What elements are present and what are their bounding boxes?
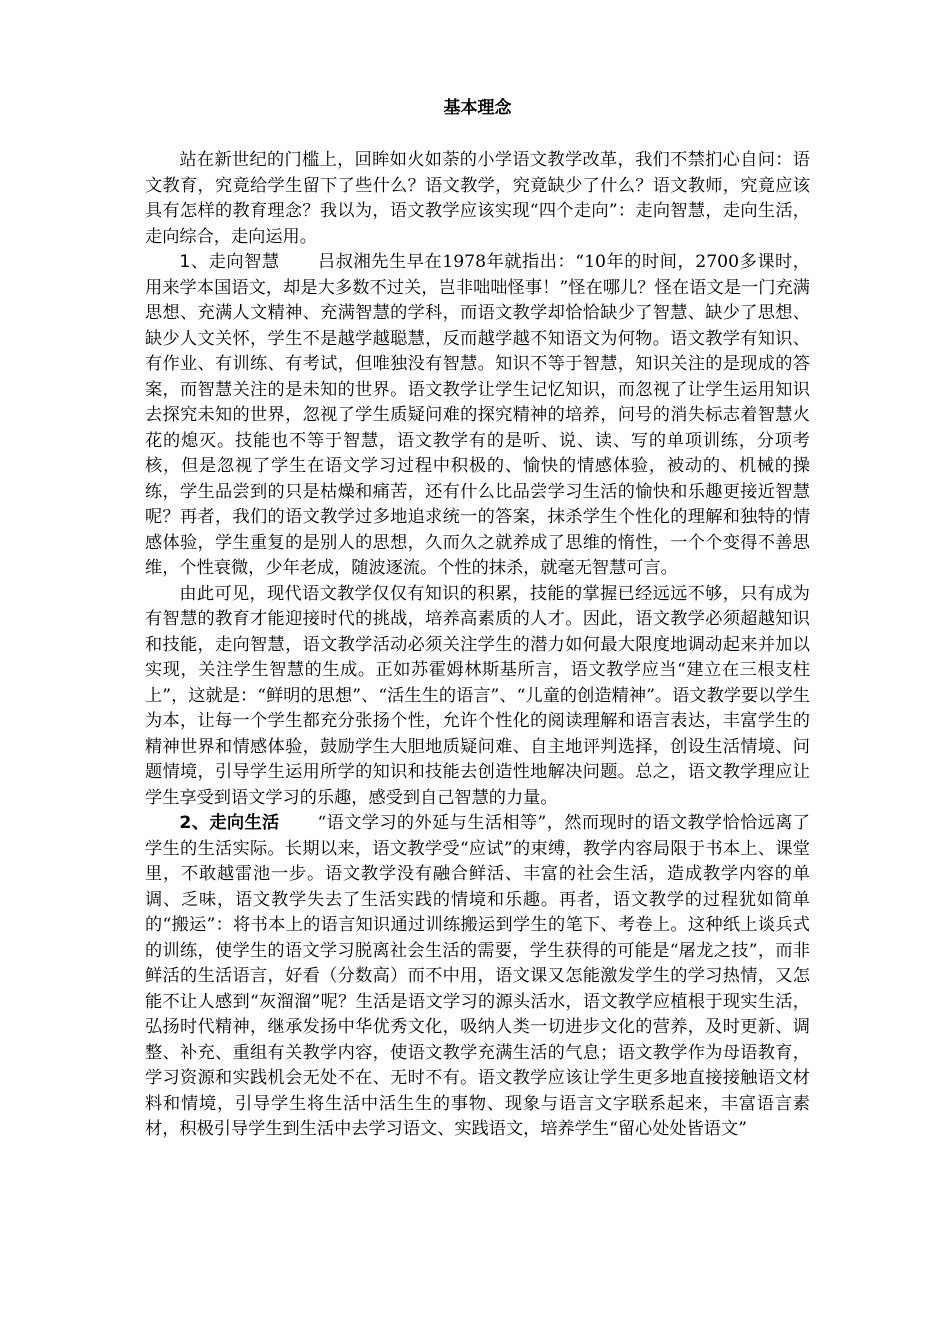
section-1-continuation-text: 由此可见，现代语文教学仅仅有知识的积累，技能的掌握已经远远不够，只有成为有智慧的教育才能迎接时代的挑战，培养高素质的人才。因此，语文教学必须超越知识和技能，走向智慧，语文教学活动必须关注学生的潜力如何最大限度地调动起来并加以实现，关注学生智慧的生成。正如苏霍姆林斯基所言，语文教学应当“建立在三根支柱上”，这就是：“鲜明的思想”、“活生生的语言”、“儿童的创造精神”。语文教学要以学生为本，让每一个学生都充分张扬个性，允许个性化的阅读理解和语言表达，丰富学生的精神世界和情感体验，鼓励学生大胆地质疑问难、自主地评判选择，创设生活情境、问题情境，引导学生运用所学的知识和技能去创造性地解决问题。总之，语文教学理应让学生享受到语文学习的乐趣，感受到自己智慧的力量。 (145, 583, 810, 808)
section-1-heading: 1、走向智慧 (179, 252, 280, 272)
intro-paragraph (145, 148, 810, 250)
section-2-paragraph (145, 811, 810, 1143)
document-page (145, 96, 810, 1143)
section-1-paragraph (145, 250, 810, 582)
section-1-continuation-paragraph (145, 582, 810, 812)
section-2-text: “语文学习的外延与生活相等”，然而现时的语文教学恰恰远离了学生的生活实际。长期以来，语文教学受“应试”的束缚，教学内容局限于书本上、课堂里，不敢越雷池一步。语文教学没有融合鲜活、丰富的社会生活，造成教学内容的单调、乏味，语文教学失去了生活实践的情境和乐趣。再者，语文教学的过程犹如简单的“搬运”：将书本上的语言知识通过训练搬运到学生的笔下、考卷上。这种纸上谈兵式的训练，使学生的语文学习脱离社会生活的需要，学生获得的可能是“屠龙之技”，而非鲜活的生活语言，好看（分数高）而不中用，语文课又怎能激发学生的学习热情，又怎能不让人感到“灰溜溜”呢？生活是语文学习的源头活水，语文教学应植根于现实生活，弘扬时代精神，继承发扬中华优秀文化，吸纳人类一切进步文化的营养，及时更新、调整、补充、重组有关教学内容，使语文教学充满生活的气息；语文教学作为母语教育，学习资源和实践机会无处不在、无时不有。语文教学应该让学生更多地直接接触语文材料和情境，引导学生将生活中活生生的事物、现象与语言文字联系起来，丰富语言素材，积极引导学生到生活中去学习语文、实践语文，培养学生“留心处处皆语文” (145, 813, 810, 1139)
intro-paragraph-text: 站在新世纪的门槛上，回眸如火如荼的小学语文教学改革，我们不禁扪心自问：语文教育，究竟给学生留下了些什么？语文教学，究竟缺少了什么？语文教师，究竟应该具有怎样的教育理念？我以为，语文教学应该实现“四个走向”：走向智慧，走向生活，走向综合，走向运用。 (145, 150, 810, 247)
document-title: 基本理念 (443, 98, 512, 118)
section-2-heading: 2、走向生活 (179, 813, 280, 833)
section-1-text: 吕叔湘先生早在1978年就指出：“10年的时间，2700多课时，用来学本国语文，却是大多数不过关，岂非咄咄怪事！”怪在哪儿？怪在语文是一门充满思想、充满人文精神、充满智慧的学科，而语文教学却恰恰缺少了智慧、缺少了思想、缺少人文关怀，学生不是越学越聪慧，反而越学越不知语文为何物。语文教学有知识、有作业、有训练、有考试，但唯独没有智慧。知识不等于智慧，知识关注的是现成的答案，而智慧关注的是未知的世界。语文教学让学生记忆知识，而忽视了让学生运用知识去探究未知的世界，忽视了学生质疑问难的探究精神的培养，问号的消失标志着智慧火花的熄灭。技能也不等于智慧，语文教学有的是听、说、读、写的单项训练，分项考核，但是忽视了学生在语文学习过程中积极的、愉快的情感体验，被动的、机械的操练，学生品尝到的只是枯燥和痛苦，还有什么比品尝学习生活的愉快和乐趣更接近智慧呢？再者，我们的语文教学过多地追求统一的答案，抹杀学生个性化的理解和独特的情感体验，学生重复的是别人的思想，久而久之就养成了思维的惰性，一个个变得不善思维，个性衰微，少年老成，随波逐流。个性的抹杀，就毫无智慧可言。 (145, 252, 810, 578)
